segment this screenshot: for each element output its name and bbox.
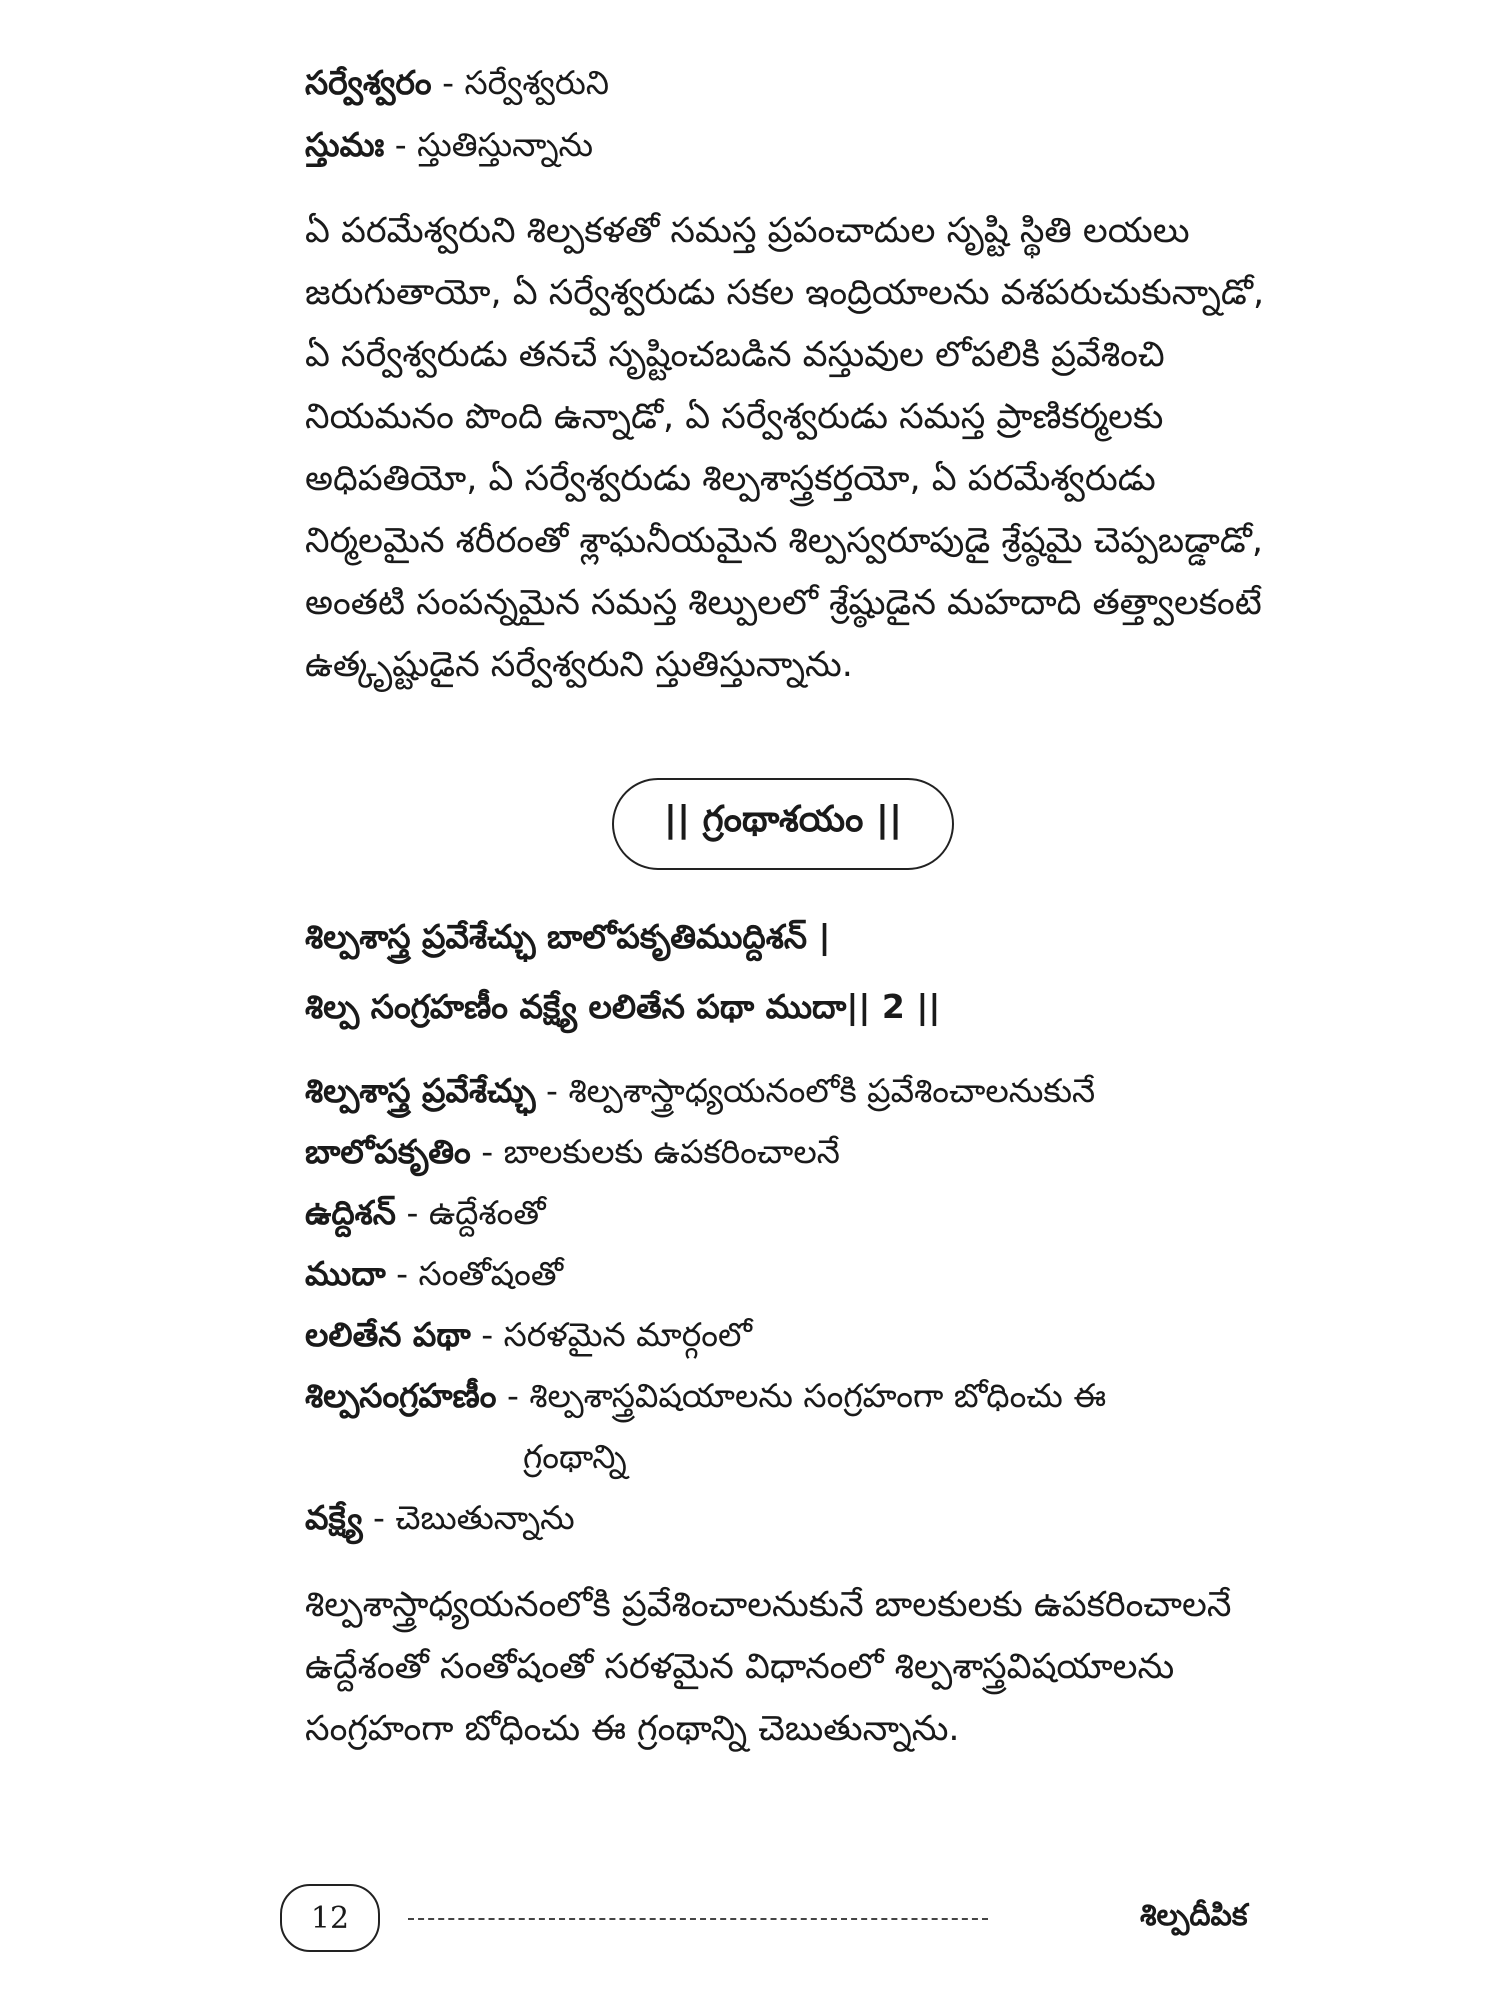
gloss-meaning: బాలకులకు ఉపకరించాలనే [503,1132,840,1171]
paragraph-line: సంగ్రహంగా బోధించు ఈ గ్రంథాన్ని చెబుతున్నాను. [305,1709,960,1749]
gloss-meaning: శిల్పశాస్త్రవిషయాలను సంగ్రహంగా బోధించు ఈ [529,1376,1107,1415]
gloss-meaning: శిల్పశాస్త్రాధ్యయనంలోకి ప్రవేశించాలనుకునే [568,1071,1096,1110]
commentary-paragraph [305,200,1315,696]
gloss-row: వక్ష్యే - చెబుతున్నాను [305,1498,575,1537]
summary-paragraph [305,1574,1325,1760]
gloss-term: శిల్పసంగ్రహణీం [305,1376,497,1415]
shloka-line: శిల్ప సంగ్రహణీం వక్ష్యే లలితేన పథా ముదా|| 2 || [305,987,941,1026]
paragraph-line: ఏ సర్వేశ్వరుడు తనచే సృష్టించబడిన వస్తువుల లోపలికి ప్రవేశించి [305,335,1165,375]
gloss-meaning: స్తుతిస్తున్నాను [417,125,594,164]
gloss-row: సర్వేశ్వరం - సర్వేశ్వరుని [305,63,609,102]
page-footer [280,1884,1280,1956]
top-gloss-list [305,52,609,176]
book-title: శిల్పదీపిక [1140,1898,1248,1933]
gloss-term: లలితేన పథా [305,1315,471,1354]
footer-dashed-divider [408,1918,988,1920]
gloss-meaning: సరళమైన మార్గంలో [503,1315,752,1354]
gloss-term: స్తుమః [305,125,385,164]
word-meaning-list [305,1060,1106,1548]
paragraph-line: నియమనం పొంది ఉన్నాడో, ఏ సర్వేశ్వరుడు సమస్త ప్రాణికర్మలకు [305,397,1164,437]
shloka-verse [305,902,940,1042]
gloss-term: బాలోపకృతిం [305,1132,471,1171]
section-heading: || గ్రంథాశయం || [612,778,954,870]
gloss-row: ముదా - సంతోషంతో [305,1254,564,1293]
paragraph-line: అధిపతియో, ఏ సర్వేశ్వరుడు శిల్పశాస్త్రకర్తయో, ఏ పరమేశ్వరుడు [305,459,1156,499]
gloss-row: స్తుమః - స్తుతిస్తున్నాను [305,125,594,164]
gloss-continuation: గ్రంథాన్ని [523,1437,627,1476]
gloss-term: ఉద్దిశన్ [305,1193,396,1232]
gloss-meaning: ఉద్దేశంతో [428,1193,546,1232]
paragraph-line: ఉత్కృష్టుడైన సర్వేశ్వరుని స్తుతిస్తున్నాను. [305,645,853,685]
gloss-term: శిల్పశాస్త్ర ప్రవేశేచ్ఛు [305,1071,536,1110]
gloss-row: ఉద్దిశన్ - ఉద్దేశంతో [305,1193,546,1232]
paragraph-line: అంతటి సంపన్నమైన సమస్త శిల్పులలో శ్రేష్ఠుడైన మహదాది తత్త్వాలకంటే [305,583,1262,623]
gloss-term: సర్వేశ్వరం [305,63,432,102]
gloss-row: బాలోపకృతిం - బాలకులకు ఉపకరించాలనే [305,1132,840,1171]
paragraph-line: ఉద్దేశంతో సంతోషంతో సరళమైన విధానంలో శిల్పశాస్త్రవిషయాలను [305,1647,1175,1687]
paragraph-line: జరుగుతాయో, ఏ సర్వేశ్వరుడు సకల ఇంద్రియాలను వశపరుచుకున్నాడో, [305,273,1265,313]
gloss-meaning: సర్వేశ్వరుని [464,63,609,102]
page-number: 12 [280,1884,380,1952]
paragraph-line: శిల్పశాస్త్రాధ్యయనంలోకి ప్రవేశించాలనుకునే బాలకులకు ఉపకరించాలనే [305,1585,1232,1625]
gloss-term: వక్ష్యే [305,1498,363,1537]
shloka-line: శిల్పశాస్త్ర ప్రవేశేచ్ఛు బాలోపకృతిముద్దిశన్ | [305,917,831,956]
gloss-row: శిల్పసంగ్రహణీం - శిల్పశాస్త్రవిషయాలను సంగ్రహంగా బోధించు ఈ [305,1376,1107,1415]
paragraph-line: నిర్మలమైన శరీరంతో శ్లాఘనీయమైన శిల్పస్వరూపుడై శ్రేష్ఠమై చెప్పబడ్డాడో, [305,521,1263,561]
paragraph-line: ఏ పరమేశ్వరుని శిల్పకళతో సమస్త ప్రపంచాదుల సృష్టి స్థితి లయలు [305,211,1190,251]
gloss-term: ముదా [305,1254,386,1293]
gloss-row: లలితేన పథా - సరళమైన మార్గంలో [305,1315,752,1354]
gloss-meaning: చెబుతున్నాను [395,1498,575,1537]
gloss-meaning: సంతోషంతో [418,1254,564,1293]
gloss-row: శిల్పశాస్త్ర ప్రవేశేచ్ఛు - శిల్పశాస్త్రాధ్యయనంలోకి ప్రవేశించాలనుకునే [305,1071,1096,1110]
